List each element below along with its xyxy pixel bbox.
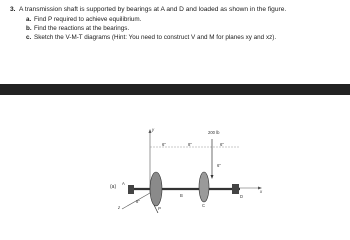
dim-pulley-radius: 6" bbox=[217, 163, 221, 168]
pulley-c bbox=[199, 172, 209, 202]
point-b-label: B bbox=[180, 193, 183, 198]
load-p-label: P bbox=[158, 206, 161, 211]
dim-3: 6" bbox=[220, 142, 224, 147]
x-axis-label: x bbox=[260, 189, 263, 194]
part-c-text: Sketch the V-M-T diagrams (Hint: You need to construct V and M for planes xy and xz). bbox=[34, 34, 277, 41]
part-c-letter: c. bbox=[26, 34, 32, 41]
gear-b bbox=[150, 172, 162, 206]
shaft-figure bbox=[92, 121, 268, 213]
point-d-label: D bbox=[240, 194, 244, 199]
bearing-d bbox=[232, 184, 239, 194]
part-b bbox=[26, 25, 129, 33]
bearing-a bbox=[128, 185, 134, 194]
point-c-label: C bbox=[202, 203, 206, 208]
part-c bbox=[26, 34, 276, 42]
problem-text: A transmission shaft is supported by bearings at A and D and loaded as shown in the figure. bbox=[19, 6, 287, 13]
y-axis-label: y bbox=[152, 127, 155, 132]
dim-gear-radius: 8" bbox=[136, 199, 140, 204]
force-label: 200 lb bbox=[208, 130, 220, 135]
part-a-letter: a. bbox=[26, 16, 32, 23]
shaft-drawing bbox=[92, 121, 268, 213]
part-b-text: Find the reactions at the bearings. bbox=[34, 25, 130, 32]
z-axis-label: z bbox=[118, 205, 121, 210]
dim-2: 8" bbox=[188, 142, 192, 147]
figure-id: (a) bbox=[110, 184, 117, 190]
point-a-label: A bbox=[122, 181, 125, 186]
part-a bbox=[26, 16, 141, 24]
problem-number: 3. bbox=[10, 6, 16, 13]
part-a-text: Find P required to achieve equilibrium. bbox=[34, 16, 142, 23]
dim-1: 6" bbox=[162, 142, 166, 147]
force-200-arrow bbox=[211, 175, 214, 179]
problem-stem bbox=[10, 6, 286, 14]
dark-divider-band bbox=[0, 84, 350, 95]
part-b-letter: b. bbox=[26, 25, 32, 32]
